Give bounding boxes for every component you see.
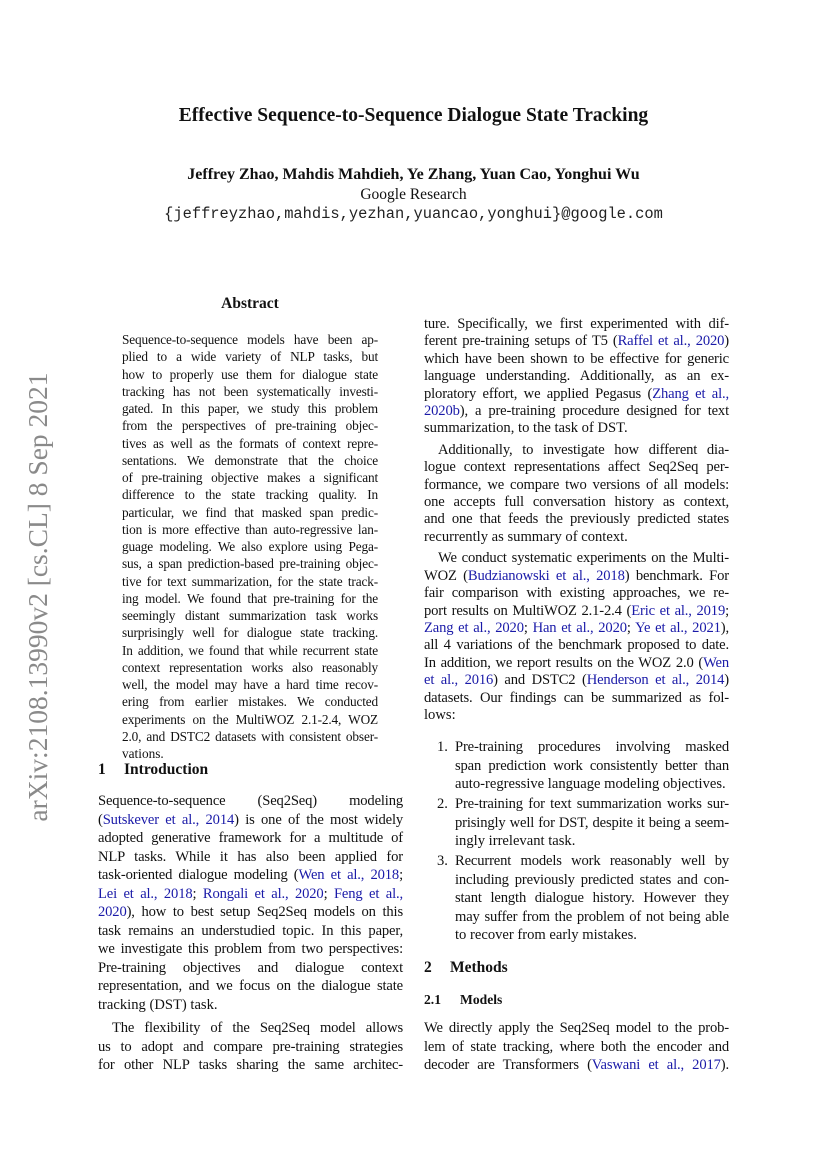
text-line <box>122 676 378 693</box>
list-number: 2. <box>437 796 448 812</box>
text-line <box>98 959 403 978</box>
text-line <box>424 707 729 724</box>
citation-link[interactable]: Wen <box>703 654 729 671</box>
subsection-number: 2.1 <box>424 992 441 1007</box>
text-line <box>424 511 729 528</box>
text-line <box>424 529 729 546</box>
text-line <box>424 333 729 350</box>
text-run: Sequence-to-sequence models have been ap- <box>122 332 378 347</box>
text-run: Sequence-to-sequence (Seq2Seq) modeling <box>98 793 403 809</box>
text-line <box>424 585 729 602</box>
text-line <box>424 1019 729 1038</box>
text-run: span prediction work consistently better than <box>455 757 729 774</box>
text-run: which have been shown to be effective for generic <box>424 350 729 367</box>
text-run: Pre-training objectives and dialogue context <box>98 959 403 976</box>
text-run: formance, we compare two versions of all models: <box>424 476 729 493</box>
citation-link[interactable]: 2020b <box>424 403 460 420</box>
text-run: sentations. We demonstrate that the choice <box>122 452 378 468</box>
text-run: Pre-training procedures involving masked <box>455 739 729 755</box>
text-run: In addition, we found that while recurrent state <box>122 642 378 658</box>
text-line <box>98 996 403 1015</box>
text-run: We directly apply the Seq2Seq model to the prob- <box>424 1020 729 1036</box>
section-number: 2 <box>424 959 432 976</box>
author-emails[interactable]: {jeffreyzhao,mahdis,yezhan,yuancao,yonghui}@google.com <box>164 205 663 223</box>
text-line <box>424 420 729 437</box>
text-line <box>98 792 403 811</box>
citation-link[interactable]: Zhang et al., <box>652 385 729 402</box>
text-run: ), a pre-training procedure designed for text <box>459 403 729 420</box>
text-line <box>122 331 378 348</box>
text-run: prisingly well for DST, despite it being a seem- <box>455 814 729 831</box>
text-run: of pre-training objective makes a significant <box>122 470 378 485</box>
text-line <box>122 383 378 400</box>
text-run: tracking (DST) task. <box>98 996 218 1013</box>
text-line <box>98 1056 403 1075</box>
abstract-body <box>122 331 378 762</box>
text-run: to recover from early mistakes. <box>455 927 637 943</box>
text-run: ) is one of the most widely <box>234 811 404 828</box>
text-run: 2.0, and DSTC2 datasets with consistent obser- <box>122 728 378 744</box>
findings-list <box>424 738 729 946</box>
text-run: sus, a span prediction-based pre-training objec- <box>122 556 378 572</box>
text-line <box>122 469 378 486</box>
text-run: logue context representations affect Seq2Seq per- <box>424 459 729 476</box>
text-run: port results on MultiWOZ 2.1-2.4 ( <box>424 602 632 619</box>
text-run: ) and DSTC2 ( <box>493 672 587 689</box>
text-line <box>122 624 378 641</box>
text-line <box>424 637 729 654</box>
text-line <box>455 926 729 945</box>
text-run: fair comparison with existing approaches, we re- <box>424 585 729 602</box>
text-line <box>98 940 403 959</box>
text-line <box>455 795 729 814</box>
text-run: Pre-training for text summarization works sur- <box>455 796 729 812</box>
text-run: from the perspectives of pre-training objec- <box>122 418 378 434</box>
text-line <box>424 442 729 459</box>
text-line <box>98 848 403 867</box>
text-run: tive for text summarization, for the state track- <box>122 573 378 589</box>
text-run: how to properly use them for dialogue state <box>122 366 378 382</box>
text-run: including previously predicted states and con- <box>455 871 729 888</box>
text-run: ; <box>725 602 729 619</box>
text-run: In addition, we report results on the WOZ 2.0 ( <box>424 654 704 671</box>
text-line <box>98 1019 403 1038</box>
text-run: surprisingly well for dialogue state tracking. <box>122 625 378 641</box>
text-line <box>122 659 378 676</box>
list-number: 3. <box>437 853 448 869</box>
text-run: adopted generative framework for a multitude of <box>98 830 403 846</box>
text-line <box>122 693 378 710</box>
text-line <box>455 871 729 890</box>
text-run: language understanding. Additionally, as an ex- <box>424 368 729 385</box>
text-line <box>122 607 378 624</box>
citation-link[interactable]: 2020 <box>98 904 127 920</box>
citation-link[interactable]: Henderson et al., 2014 <box>586 672 725 689</box>
text-line <box>424 403 729 420</box>
text-run: may suffer from the problem of not being able <box>455 908 729 925</box>
affiliation: Google Research <box>360 186 467 203</box>
text-run: seemingly distant summarization task works <box>122 608 378 623</box>
text-run: decoder are Transformers ( <box>424 1057 592 1073</box>
text-line <box>424 1038 729 1057</box>
text-run: well, the model may have a hard time recov- <box>122 677 378 692</box>
text-line <box>98 866 403 885</box>
text-line <box>424 672 729 689</box>
text-line <box>424 568 729 585</box>
text-line <box>455 775 729 794</box>
text-run: tion is more effective than auto-regressive lan- <box>122 521 378 537</box>
text-run: summarization, to the task of DST. <box>424 420 628 437</box>
text-run: all 4 variations of the benchmark proposed to date. <box>424 637 729 654</box>
citation-link[interactable]: Lei et al., 2018 <box>98 885 193 902</box>
text-line <box>424 368 729 385</box>
text-run: ploratory effort, we applied Pegasus ( <box>424 385 653 402</box>
citation-link[interactable]: Zang et al., 2020 <box>424 619 524 636</box>
text-line <box>122 435 378 452</box>
text-line <box>98 1038 403 1057</box>
text-line <box>122 366 378 383</box>
section-title: Introduction <box>124 761 209 778</box>
text-line <box>98 885 403 904</box>
text-line <box>122 555 378 572</box>
text-run: ), how to best setup Seq2Seq models on this <box>126 904 403 920</box>
text-run: ) benchmark. For <box>624 567 729 584</box>
text-line <box>455 814 729 833</box>
text-run: ; <box>192 885 203 902</box>
text-line <box>98 811 403 830</box>
text-run: gated. In this paper, we study this problem <box>122 401 378 416</box>
text-line <box>122 348 378 365</box>
citation-link[interactable]: Rongali et al., 2020 <box>202 885 324 902</box>
text-run: ; <box>626 619 636 636</box>
text-run: lem of state tracking, where both the encoder and <box>424 1038 729 1055</box>
text-run: recurrently as summary of context. <box>424 528 628 545</box>
text-line <box>122 590 378 607</box>
text-line <box>122 504 378 521</box>
list-number: 1. <box>437 739 448 755</box>
abstract-heading: Abstract <box>221 295 279 312</box>
text-run: experiments on the MultiWOZ 2.1-2.4, WOZ <box>122 711 378 727</box>
text-run: tracking has not been systematically investi- <box>122 383 378 399</box>
citation-link[interactable]: Ye et al., 2021 <box>635 619 721 636</box>
list-item <box>424 738 729 794</box>
text-line <box>424 494 729 511</box>
text-run: we investigate this problem from two perspectives: <box>98 941 403 957</box>
section-number: 1 <box>98 761 106 778</box>
paragraph <box>98 1019 403 1075</box>
arxiv-stamp: arXiv:2108.13990v2 [cs.CL] 8 Sep 2021 <box>22 372 53 822</box>
subsection-heading-models <box>424 992 502 1008</box>
subsection-title: Models <box>460 992 503 1007</box>
text-line <box>122 538 378 555</box>
text-line <box>122 486 378 503</box>
text-run: us to adopt and compare pre-training strategies <box>98 1038 403 1055</box>
list-item <box>424 795 729 851</box>
text-line <box>424 351 729 368</box>
text-line <box>455 889 729 908</box>
text-line <box>122 642 378 659</box>
text-line <box>98 829 403 848</box>
section-heading-introduction <box>98 761 208 779</box>
section-title: Methods <box>450 959 508 976</box>
text-line <box>424 620 729 637</box>
text-line <box>424 459 729 476</box>
text-run: vations. <box>122 746 164 761</box>
text-line <box>122 400 378 417</box>
text-run: ferent pre-training setups of T5 ( <box>424 333 618 350</box>
citation-link[interactable]: et al., 2016 <box>424 672 494 689</box>
text-run: for other NLP tasks sharing the same architec- <box>98 1057 403 1073</box>
text-line <box>424 690 729 707</box>
text-line <box>98 922 403 941</box>
text-line <box>122 452 378 469</box>
text-run: difference to the state tracking quality. In <box>122 487 378 503</box>
text-run: ingly irrelevant task. <box>455 833 576 849</box>
text-run: guage modeling. We also explore using Pega- <box>122 539 378 554</box>
paragraph <box>424 316 729 438</box>
paragraph <box>98 792 403 1014</box>
text-line <box>424 316 729 333</box>
text-line <box>455 738 729 757</box>
text-line <box>98 977 403 996</box>
text-run: ; <box>323 885 334 902</box>
text-run: tives as well as the formats of context repre- <box>122 435 378 451</box>
text-line <box>98 903 403 922</box>
text-line <box>122 711 378 728</box>
text-line <box>455 832 729 851</box>
models-body <box>424 1019 729 1075</box>
text-run: one accepts full conversation history as context, <box>424 494 729 511</box>
text-line <box>424 1056 729 1075</box>
text-line <box>455 852 729 871</box>
text-run: auto-regressive language modeling objectives. <box>455 776 726 792</box>
text-line <box>455 908 729 927</box>
paper-title: Effective Sequence-to-Sequence Dialogue State Tracking <box>178 105 649 126</box>
text-run: task remains an understudied topic. In this paper, <box>98 922 403 939</box>
text-line <box>455 757 729 776</box>
text-run: The flexibility of the Seq2Seq model allows <box>112 1020 403 1036</box>
text-run: datasets. Our findings can be summarized as fol- <box>424 689 729 706</box>
text-line <box>122 417 378 434</box>
list-item <box>424 852 729 945</box>
text-run: ( <box>98 811 103 828</box>
authors: Jeffrey Zhao, Mahdis Mahdieh, Ye Zhang, Yuan Cao, Yonghui Wu <box>187 166 640 183</box>
text-run: particular, we find that masked span predic- <box>122 504 378 520</box>
text-run: stant length dialogue history. However they <box>455 890 729 906</box>
text-run: ering from earlier mistakes. We conducted <box>122 694 378 710</box>
text-run: lows: <box>424 706 456 723</box>
citation-link[interactable]: Eric et al., 2019 <box>631 602 726 619</box>
text-run: WOZ ( <box>424 567 468 584</box>
text-run: task-oriented dialogue modeling ( <box>98 867 299 883</box>
paragraph <box>122 331 378 762</box>
text-run: Additionally, to investigate how different dia- <box>438 441 729 458</box>
citation-link[interactable]: Budzianowski et al., 2018 <box>467 567 625 584</box>
text-line <box>424 386 729 403</box>
citation-link[interactable]: Feng et al., <box>333 885 403 902</box>
text-run: plied to a wide variety of NLP tasks, but <box>122 349 378 365</box>
text-run: NLP tasks. While it has also been applied for <box>98 848 403 865</box>
text-line <box>122 573 378 590</box>
text-run: ), <box>720 619 729 636</box>
citation-link[interactable]: Sutskever et al., 2014 <box>102 811 235 828</box>
text-line <box>122 745 378 762</box>
text-line <box>424 477 729 494</box>
text-run: ) <box>724 672 729 689</box>
text-line <box>424 655 729 672</box>
text-run: ture. Specifically, we first experimented with dif- <box>424 316 729 332</box>
citation-link[interactable]: Wen et al., 2018 <box>298 867 400 883</box>
section-heading-methods <box>424 959 508 977</box>
text-run: ; <box>399 867 403 883</box>
text-line <box>424 603 729 620</box>
text-run: ) <box>724 333 730 350</box>
text-run: Recurrent models work reasonably well by <box>455 853 729 869</box>
text-line <box>122 521 378 538</box>
text-line <box>424 550 729 567</box>
text-run: ). <box>720 1057 729 1073</box>
text-line <box>122 728 378 745</box>
paragraph <box>424 1019 729 1075</box>
introduction-continued <box>424 316 729 724</box>
text-run: ; <box>523 619 533 636</box>
text-run: We conduct systematic experiments on the Multi- <box>438 550 729 567</box>
introduction-body <box>98 792 403 1075</box>
citation-link[interactable]: Han et al., 2020 <box>532 619 627 636</box>
text-run: context representation works also reasonably <box>122 659 378 675</box>
citation-link[interactable]: Raffel et al., 2020 <box>617 333 725 350</box>
text-run: representation, and we focus on the dialogue state <box>98 978 403 994</box>
text-run: ing model. We found that pre-training for the <box>122 590 378 606</box>
paragraph <box>424 442 729 546</box>
text-run: and one that feeds the previously predicted states <box>424 511 729 528</box>
citation-link[interactable]: Vaswani et al., 2017 <box>591 1057 721 1073</box>
paragraph <box>424 550 729 724</box>
